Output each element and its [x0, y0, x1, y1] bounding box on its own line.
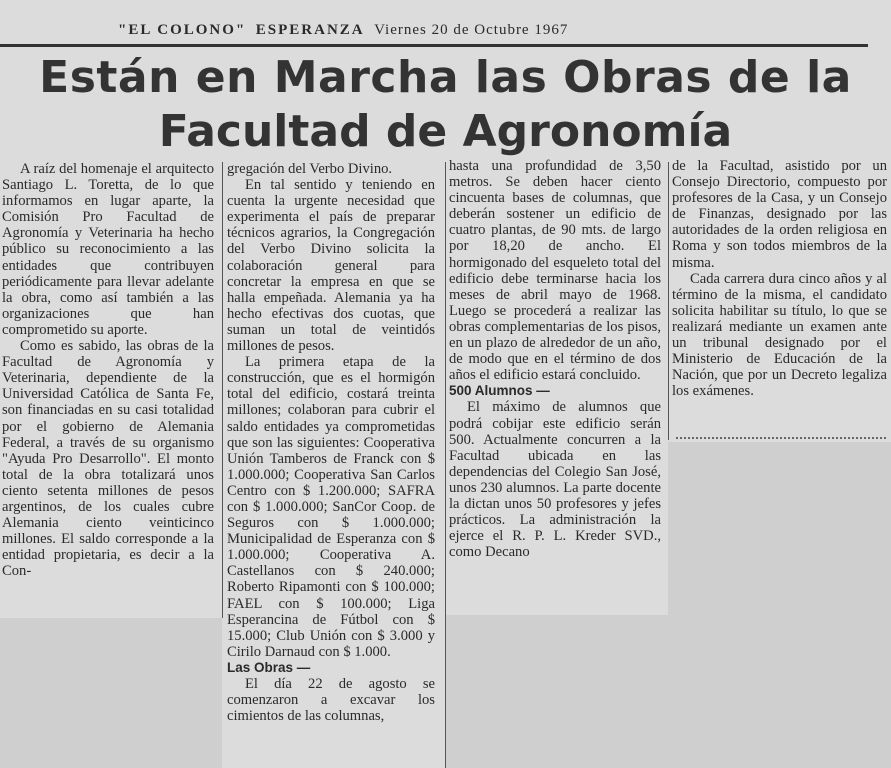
paragraph: gregación del Verbo Divino. [227, 161, 393, 177]
end-rule [676, 437, 886, 439]
paragraph: El máximo de alumnos que podrá cobijar este edificio serán 500. Actualmente concurren a la Facultad ubicada en las dependencias del Colegio San José, unos 230 alumnos. La parte docente la dictan unos 50 profesores y jefes prácticos. La administración la ejerce el R. P. L. Kreder SVD., como Decano [449, 399, 661, 561]
headline-line-1: Están en Marcha las Obras de la [39, 52, 852, 103]
masthead-rule [0, 44, 868, 47]
paragraph: Cada carrera dura cinco años y al término de la misma, el candidato solicita habilitar su título, lo que se realizará mediante un examen ante un tribunal designado por el Ministerio de Educación de la Nación, que por un Decreto legaliza los exámenes. [672, 270, 887, 400]
column-divider [222, 162, 223, 618]
paragraph: hasta una profundidad de 3,50 metros. Se deben hacer ciento cincuenta bases de columnas, que deberán sostener un edificio de cuatro plantas, de 90 mts. de largo por 18,20 de ancho. El hormigonado del esqueleto total del edificio debe terminarse hacia los meses de abril mayo de 1968. Luego se procederá a realizar las obras complementarias de los pisos, en un plazo de alrededor de un año, de modo que en el término de dos años el edificio estará concluido. [449, 158, 661, 384]
article-column-3 [449, 158, 661, 610]
column-divider [668, 162, 669, 440]
paragraph: Como es sabido, las obras de la Facultad de Agronomía y Veterinaria, dependiente de la Universidad Católica de Santa Fe, son financiadas en su casi totalidad por el gobierno de Alemania Federal, a través de su organismo "Ayuda Pro Desarrollo". El monto total de la obra totalizará unos ciento setenta millones de pesos argentinos, de los cuales cubre Alemania ciento veinticinco millones. El saldo corresponde a la entidad propietaria, es decir a la Con- [2, 338, 214, 580]
masthead-city: ESPERANZA [255, 22, 365, 38]
article-column-2 [227, 161, 435, 767]
masthead [118, 22, 878, 39]
headline-line-2: Facultad de Agronomía [158, 106, 733, 157]
paragraph: El día 22 de agosto se comenzaron a excavar los cimientos de las columnas, [227, 676, 435, 725]
paragraph: La primera etapa de la construcción, que es el hormigón total del edificio, costará treinta millones; colaboran para cubrir el saldo entidades ya comprometidas que son las siguientes: Cooperativa Unión Tamberos de Franck con $ 1.000.000; Cooperativa San Carlos Centro con $ 1.200.000; SAFRA con $ 1.000.000; SanCor Coop. de Seguros con $ 1.000.000; Municipalidad de Esperanza con $ 1.000.000; Cooperativa A. Castellanos con $ 240.000; Roberto Ripamonti con $ 100.000; FAEL con $ 100.000; Liga Esperancina de Fútbol con $ 15.000; Club Unión con $ 3.000 y Cirilo Darnaud con $ 1.000. [227, 354, 435, 660]
article-column-4 [672, 158, 887, 438]
masthead-paper: "EL COLONO" [118, 22, 247, 38]
masthead-date: Viernes 20 de Octubre 1967 [374, 22, 569, 38]
article-column-1 [2, 161, 214, 613]
column-divider [445, 162, 446, 768]
paragraph: de la Facultad, asistido por un Consejo Directorio, compuesto por profesores de la Casa, y un Consejo de Finanzas, designado por las autoridades de la orden religiosa en Roma y son todos miembros de la misma. [672, 158, 887, 271]
subheading-500-alumnos: 500 Alumnos — [449, 383, 550, 399]
subheading-las-obras: Las Obras — [227, 659, 311, 675]
paragraph: A raíz del homenaje el arquitecto Santiago L. Toretta, de lo que informamos en lugar aparte, la Comisión Pro Facultad de Agronomía y Veterinaria ha hecho público su reconocimiento a las entidades que contribuyen periódicamente para llevar adelante la obra, como así también a las organizaciones que han comprometido su aporte. [2, 161, 214, 338]
paragraph: En tal sentido y teniendo en cuenta la urgente necesidad que experimenta el país de preparar técnicos agrarios, la Congregación del Verbo Divino solicita la colaboración general para concretar la empresa en que se halla empeñada. Alemania ya ha hecho efectivas dos cuotas, que suman un total de veintidós millones de pesos. [227, 177, 435, 355]
